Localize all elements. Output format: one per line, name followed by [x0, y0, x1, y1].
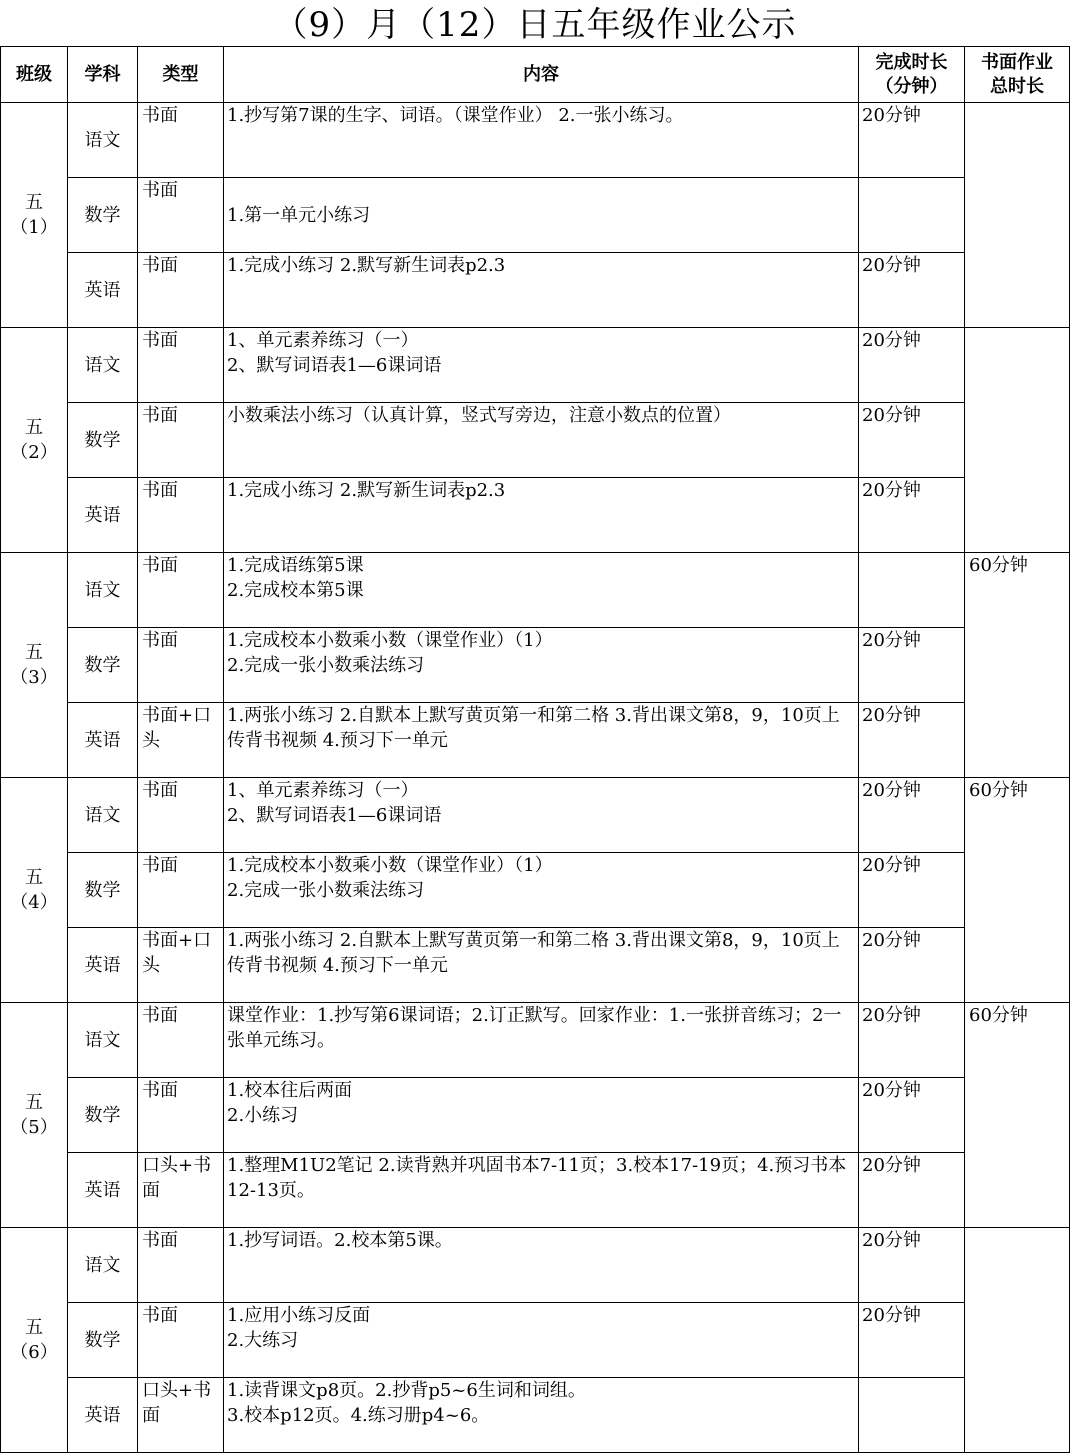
- total-cell: [965, 1228, 1070, 1453]
- class-cell: 五 （6）: [1, 1228, 68, 1453]
- header-type: 类型: [138, 47, 224, 103]
- duration-cell: [859, 178, 965, 253]
- header-duration: 完成时长 （分钟）: [859, 47, 965, 103]
- type-cell: 书面: [138, 1303, 224, 1378]
- content-cell: 1.完成小练习 2.默写新生词表p2.3: [224, 478, 859, 553]
- subject-cell: 语文: [68, 328, 138, 403]
- total-cell: 60分钟: [965, 553, 1070, 778]
- type-cell: 书面: [138, 103, 224, 178]
- type-cell: 书面: [138, 403, 224, 478]
- content-cell: 1.抄写词语。2.校本第5课。: [224, 1228, 859, 1303]
- content-cell: 小数乘法小练习（认真计算，竖式写旁边，注意小数点的位置）: [224, 403, 859, 478]
- subject-cell: 数学: [68, 403, 138, 478]
- type-cell: 书面: [138, 178, 224, 253]
- type-cell: 书面: [138, 778, 224, 853]
- table-row: [1, 553, 1070, 628]
- duration-cell: [859, 1378, 965, 1453]
- table-row: [1, 478, 1070, 553]
- table-row: [1, 1078, 1070, 1153]
- class-cell: 五 （1）: [1, 103, 68, 328]
- table-row: [1, 928, 1070, 1003]
- total-cell: 60分钟: [965, 778, 1070, 1003]
- type-cell: 口头+书面: [138, 1153, 224, 1228]
- type-cell: 书面: [138, 253, 224, 328]
- duration-cell: 20分钟: [859, 1003, 965, 1078]
- header-subject: 学科: [68, 47, 138, 103]
- content-cell: 1.读背课文p8页。2.抄背p5~6生词和词组。 3.校本p12页。4.练习册p4~6。: [224, 1378, 859, 1453]
- table-row: [1, 253, 1070, 328]
- class-cell: 五 （4）: [1, 778, 68, 1003]
- duration-cell: 20分钟: [859, 1228, 965, 1303]
- duration-cell: 20分钟: [859, 703, 965, 778]
- subject-cell: 语文: [68, 553, 138, 628]
- class-cell: 五 （3）: [1, 553, 68, 778]
- content-cell: 1.两张小练习 2.自默本上默写黄页第一和第二格 3.背出课文第8，9，10页上传背书视频 4.预习下一单元: [224, 928, 859, 1003]
- content-cell: 1.完成小练习 2.默写新生词表p2.3: [224, 253, 859, 328]
- type-cell: 书面: [138, 628, 224, 703]
- table-body: [1, 103, 1070, 1453]
- class-cell: 五 （2）: [1, 328, 68, 553]
- content-cell: 1.完成校本小数乘小数（课堂作业）（1） 2.完成一张小数乘法练习: [224, 853, 859, 928]
- content-cell: 1.应用小练习反面 2.大练习: [224, 1303, 859, 1378]
- table-row: [1, 1228, 1070, 1303]
- type-cell: 书面: [138, 328, 224, 403]
- table-row: [1, 1003, 1070, 1078]
- table-row: [1, 778, 1070, 853]
- table-row: [1, 328, 1070, 403]
- content-cell: 课堂作业：1.抄写第6课词语；2.订正默写。回家作业：1.一张拼音练习；2一张单元练习。: [224, 1003, 859, 1078]
- content-cell: 1.完成语练第5课 2.完成校本第5课: [224, 553, 859, 628]
- duration-cell: 20分钟: [859, 103, 965, 178]
- subject-cell: 英语: [68, 253, 138, 328]
- subject-cell: 英语: [68, 703, 138, 778]
- duration-cell: [859, 553, 965, 628]
- class-cell: 五 （5）: [1, 1003, 68, 1228]
- header-total: 书面作业 总时长: [965, 47, 1070, 103]
- content-cell: 1.完成校本小数乘小数（课堂作业）（1） 2.完成一张小数乘法练习: [224, 628, 859, 703]
- subject-cell: 英语: [68, 1153, 138, 1228]
- table-row: [1, 1153, 1070, 1228]
- table-row: [1, 1378, 1070, 1453]
- type-cell: 书面: [138, 853, 224, 928]
- duration-cell: 20分钟: [859, 478, 965, 553]
- content-cell: 1.抄写第7课的生字、词语。（课堂作业） 2.一张小练习。: [224, 103, 859, 178]
- subject-cell: 语文: [68, 103, 138, 178]
- type-cell: 书面: [138, 553, 224, 628]
- type-cell: 书面: [138, 1228, 224, 1303]
- duration-cell: 20分钟: [859, 1153, 965, 1228]
- duration-cell: 20分钟: [859, 328, 965, 403]
- subject-cell: 数学: [68, 178, 138, 253]
- table-row: [1, 178, 1070, 253]
- subject-cell: 英语: [68, 1378, 138, 1453]
- table-row: [1, 103, 1070, 178]
- duration-cell: 20分钟: [859, 253, 965, 328]
- content-cell: 1.第一单元小练习: [224, 178, 859, 253]
- content-cell: 1、单元素养练习（一） 2、默写词语表1—6课词语: [224, 778, 859, 853]
- content-cell: 1.两张小练习 2.自默本上默写黄页第一和第二格 3.背出课文第8，9，10页上传背书视频 4.预习下一单元: [224, 703, 859, 778]
- page-title: （9）月（12）日五年级作业公示: [273, 5, 797, 45]
- subject-cell: 数学: [68, 628, 138, 703]
- subject-cell: 数学: [68, 1303, 138, 1378]
- content-cell: 1、单元素养练习（一） 2、默写词语表1—6课词语: [224, 328, 859, 403]
- type-cell: 书面: [138, 1078, 224, 1153]
- table-row: [1, 853, 1070, 928]
- header-class: 班级: [1, 47, 68, 103]
- type-cell: 书面+口头: [138, 703, 224, 778]
- subject-cell: 语文: [68, 1228, 138, 1303]
- table-row: [1, 403, 1070, 478]
- total-cell: 60分钟: [965, 1003, 1070, 1228]
- content-cell: 1.校本往后两面 2.小练习: [224, 1078, 859, 1153]
- type-cell: 书面: [138, 1003, 224, 1078]
- homework-table: [0, 46, 1070, 1453]
- table-row: [1, 703, 1070, 778]
- subject-cell: 数学: [68, 1078, 138, 1153]
- table-row: [1, 628, 1070, 703]
- subject-cell: 数学: [68, 853, 138, 928]
- subject-cell: 语文: [68, 1003, 138, 1078]
- duration-cell: 20分钟: [859, 628, 965, 703]
- type-cell: 口头+书面: [138, 1378, 224, 1453]
- duration-cell: 20分钟: [859, 403, 965, 478]
- duration-cell: 20分钟: [859, 853, 965, 928]
- duration-cell: 20分钟: [859, 1078, 965, 1153]
- type-cell: 书面: [138, 478, 224, 553]
- subject-cell: 英语: [68, 928, 138, 1003]
- total-cell: [965, 328, 1070, 553]
- subject-cell: 语文: [68, 778, 138, 853]
- total-cell: [965, 103, 1070, 328]
- header-content: 内容: [224, 47, 859, 103]
- duration-cell: 20分钟: [859, 1303, 965, 1378]
- subject-cell: 英语: [68, 478, 138, 553]
- duration-cell: 20分钟: [859, 778, 965, 853]
- type-cell: 书面+口头: [138, 928, 224, 1003]
- header-row: [1, 47, 1070, 103]
- table-row: [1, 1303, 1070, 1378]
- duration-cell: 20分钟: [859, 928, 965, 1003]
- content-cell: 1.整理M1U2笔记 2.读背熟并巩固书本7-11页；3.校本17-19页；4.预习书本12-13页。: [224, 1153, 859, 1228]
